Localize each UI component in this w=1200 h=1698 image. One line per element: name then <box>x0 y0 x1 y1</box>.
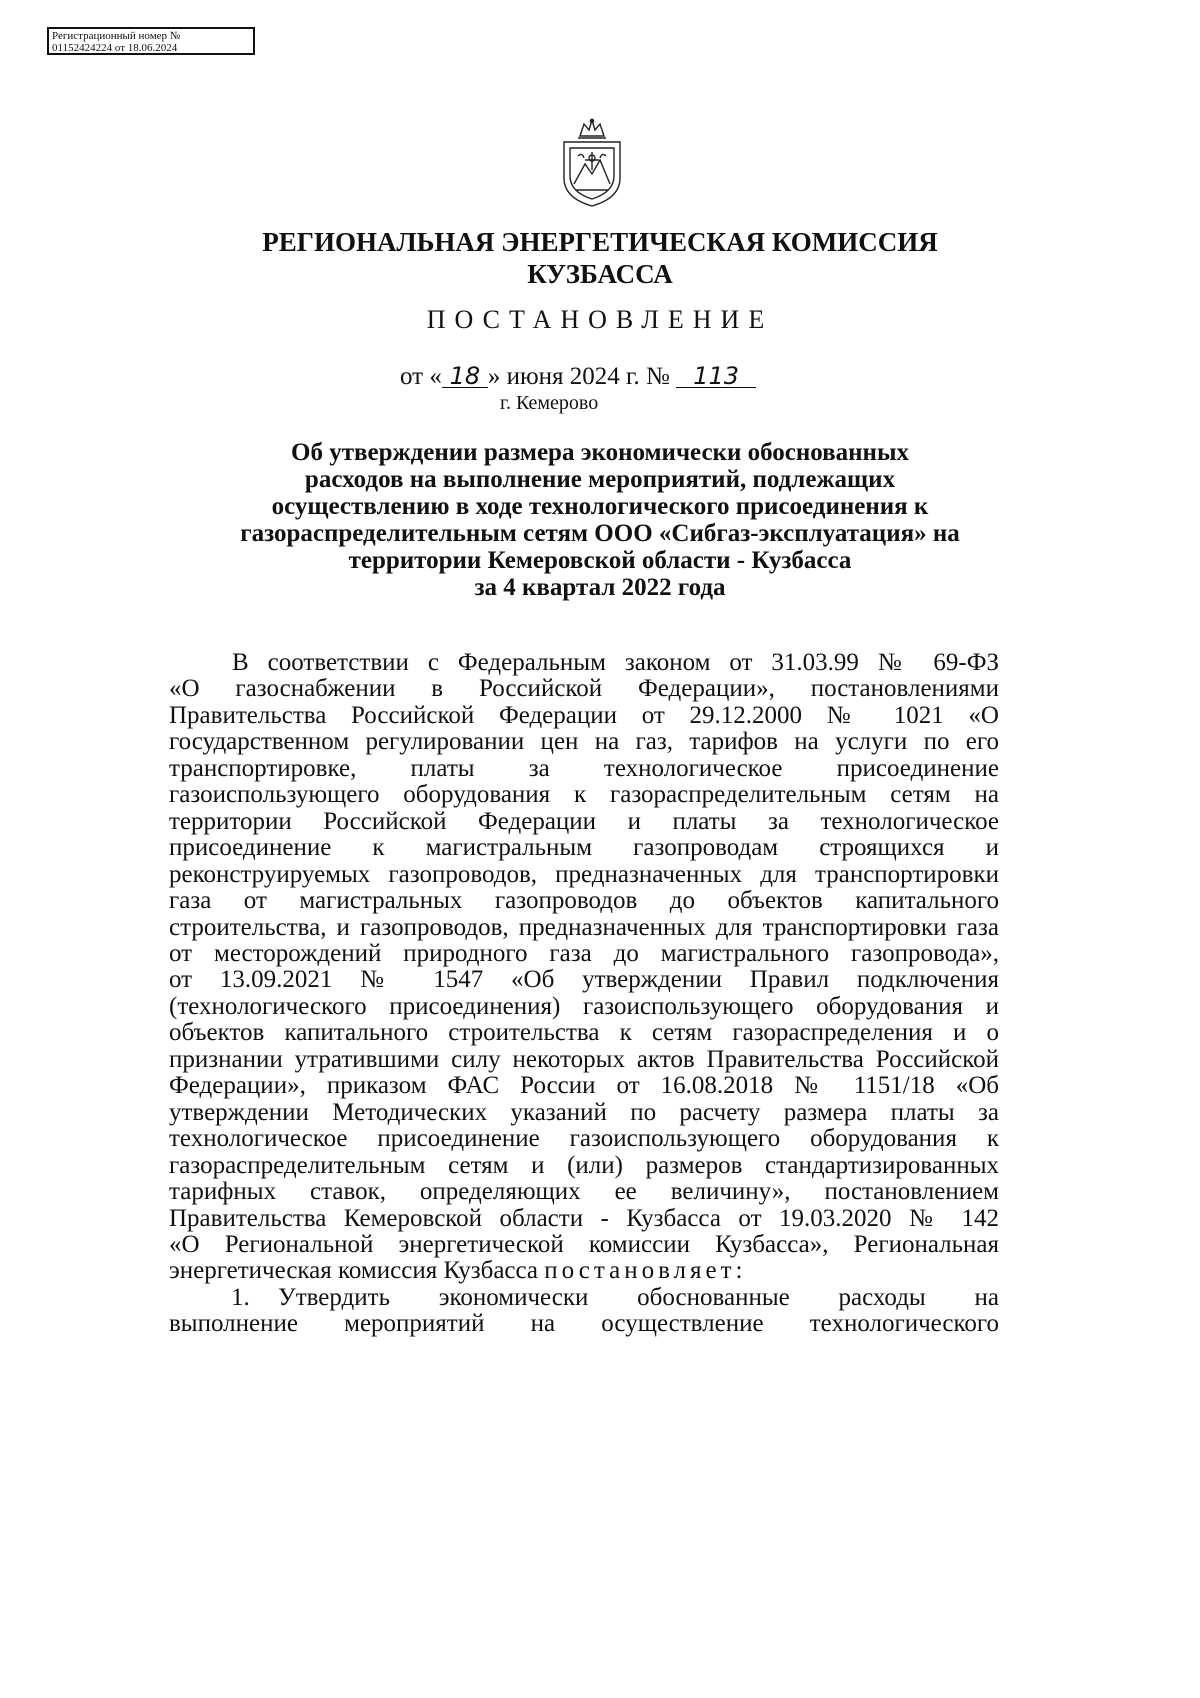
date-prefix: от « <box>400 363 442 390</box>
body-line: территории Российской Федерации и платы за технологическое <box>169 807 999 835</box>
document-number: 113 <box>676 365 756 388</box>
item-1-text: Утвердить экономически обоснованные расходы на <box>278 1283 999 1311</box>
body-line: строительства, и газопроводов, предназначенных для транспортировки газа <box>169 913 999 941</box>
item-1-number: 1. <box>231 1283 250 1311</box>
body-line: газоиспользующего оборудования к газораспределительным сетям на <box>169 781 999 809</box>
body-last-text: энергетическая комиссия Кузбасса <box>169 1257 545 1285</box>
document-type: ПОСТАНОВЛЕНИЕ <box>426 305 774 334</box>
body-line: утверждении Методических указаний по расчету размера платы за <box>169 1098 999 1126</box>
body-line: государственном регулировании цен на газ, тарифов на услуги по его <box>169 728 999 756</box>
registration-stamp <box>47 27 255 55</box>
subject-line: территории Кемеровской области - Кузбасса <box>348 547 852 574</box>
body-line: В соответствии с Федеральным законом от 31.03.99 № 69-ФЗ <box>232 649 999 676</box>
coat-of-arms-emblem <box>558 118 626 208</box>
body-line: Правительства Кемеровской области - Кузбасса от 19.03.2020 № 142 <box>169 1204 999 1232</box>
organization-line-1: РЕГИОНАЛЬНАЯ ЭНЕРГЕТИЧЕСКАЯ КОМИССИЯ <box>262 227 938 257</box>
organization-line-2: КУЗБАССА <box>527 259 673 289</box>
subject-line: расходов на выполнение мероприятий, подлежащих <box>304 466 896 493</box>
subject-line: газораспределительным сетям ООО «Сибгаз-эксплуатация» на <box>240 520 960 547</box>
registration-value: 01152424224 от 18.06.2024 <box>52 42 178 54</box>
body-line: реконструируемых газопроводов, предназначенных для транспортировки <box>169 860 999 888</box>
date-line <box>400 363 830 391</box>
document-body <box>169 650 999 1338</box>
body-line: объектов капитального строительства к сетям газораспределения и о <box>169 1019 999 1047</box>
body-line: Федерации», приказом ФАС России от 16.08.2018 № 1151/18 «Об <box>169 1072 999 1100</box>
date-day: 18 <box>442 365 488 388</box>
body-line: присоединение к магистральным газопроводам строящихся и <box>169 834 999 862</box>
body-line: технологическое присоединение газоиспользующего оборудования к <box>169 1125 999 1153</box>
body-line: тарифных ставок, определяющих ее величину», постановлением <box>169 1178 999 1206</box>
body-line: от месторождений природного газа до магистрального газопровода», <box>169 939 999 967</box>
body-line: газа от магистральных газопроводов до объектов капитального <box>169 887 999 915</box>
document-subject <box>160 439 1040 601</box>
subject-line: Об утверждении размера экономически обоснованных <box>291 439 909 466</box>
body-line: признании утратившими силу некоторых актов Правительства Российской <box>169 1045 999 1073</box>
body-line: «О газоснабжении в Российской Федерации», постановлениями <box>169 675 999 703</box>
item-1-line-1 <box>169 1285 999 1311</box>
body-line: (технологического присоединения) газоиспользующего оборудования и <box>169 992 999 1020</box>
city: г. Кемерово <box>500 392 599 414</box>
body-line: «О Региональной энергетической комиссии Кузбасса», Региональная <box>169 1230 999 1258</box>
item-1-line-2: выполнение мероприятий на осуществление технологического <box>169 1310 999 1338</box>
body-line: от 13.09.2021 № 1547 «Об утверждении Правил подключения <box>169 966 999 994</box>
subject-line: за 4 квартал 2022 года <box>474 574 726 601</box>
body-line: Правительства Российской Федерации от 29.12.2000 № 1021 «О <box>169 701 999 729</box>
body-line: газораспределительным сетям и (или) размеров стандартизированных <box>169 1151 999 1179</box>
date-month-year: » июня 2024 г. № <box>487 363 670 390</box>
body-line: транспортировке, платы за технологическое присоединение <box>169 754 999 782</box>
organization-title <box>160 226 1040 290</box>
registration-label: Регистрационный номер № <box>52 30 181 42</box>
body-line-last <box>169 1258 999 1284</box>
subject-line: осуществлению в ходе технологического присоединения к <box>271 493 929 520</box>
resolves-word: постановляет: <box>544 1257 747 1285</box>
